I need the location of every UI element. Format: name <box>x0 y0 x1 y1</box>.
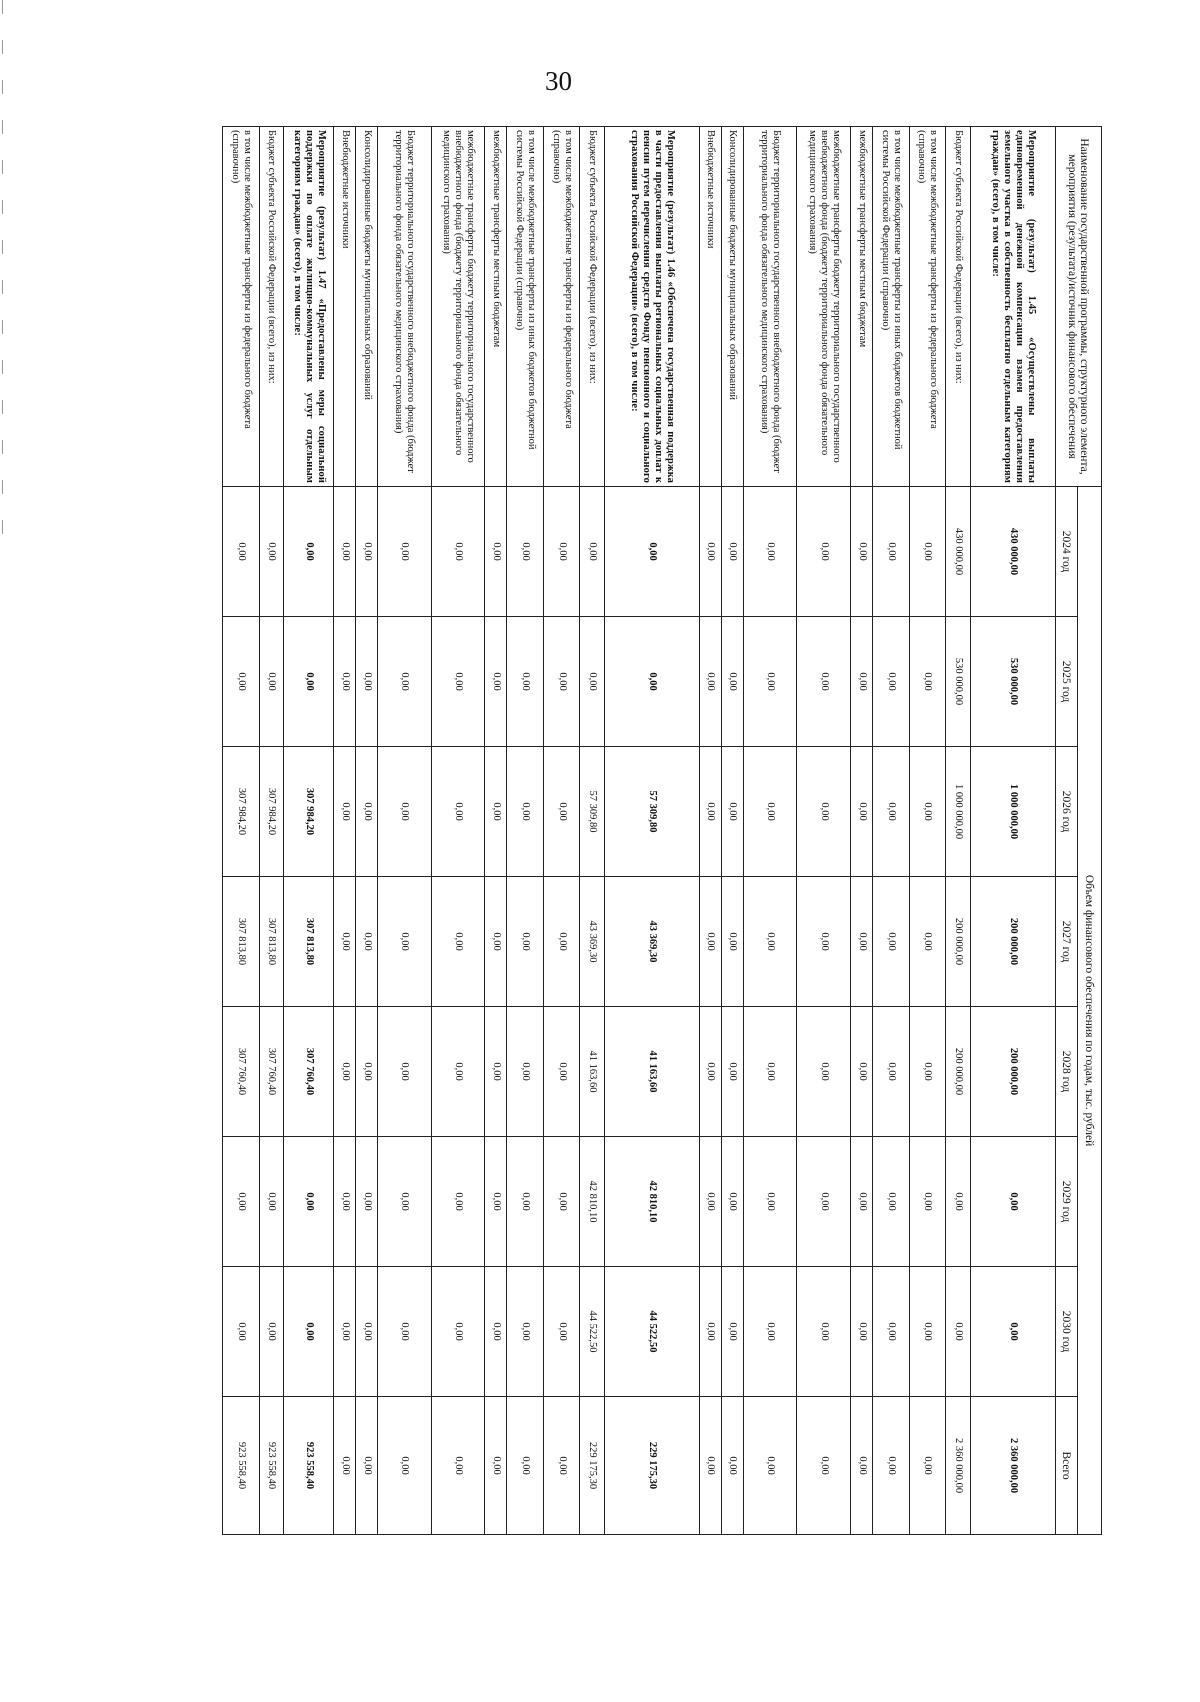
cell-value: 200 000,00 <box>946 877 970 1007</box>
cell-value: 0,00 <box>580 487 604 617</box>
cell-value: 0,00 <box>507 1007 544 1137</box>
cell-value: 0,00 <box>851 487 873 617</box>
cell-value: 0,00 <box>543 1397 580 1535</box>
cell-value: 0,00 <box>909 1267 946 1397</box>
table-row <box>873 127 910 1535</box>
cell-value: 0,00 <box>356 1007 378 1137</box>
cell-value: 0,00 <box>377 487 431 617</box>
cell-value: 0,00 <box>334 877 356 1007</box>
header-row-group <box>1078 127 1102 1535</box>
scan-edge-mark <box>2 0 3 560</box>
cell-value: 0,00 <box>743 877 797 1007</box>
page-number: 30 <box>545 66 572 96</box>
cell-value: 44 522,50 <box>580 1267 604 1397</box>
cell-value: 0,00 <box>543 1137 580 1267</box>
cell-value: 0,00 <box>334 487 356 617</box>
cell-value: 307 813,80 <box>223 877 260 1007</box>
cell-value: 0,00 <box>873 1397 910 1535</box>
cell-value: 1 000 000,00 <box>946 747 970 877</box>
cell-value: 0,00 <box>334 1267 356 1397</box>
cell-value: 0,00 <box>797 1397 851 1535</box>
cell-value: 0,00 <box>507 1397 544 1535</box>
header-year: 2028 год <box>1056 1007 1078 1137</box>
cell-value: 0,00 <box>909 1397 946 1535</box>
row-label: межбюджетные трансферты бюджету территориального государственного внебюджетного фонда (бюджету территориального фонда обязательного медицинского страхования) <box>797 127 851 487</box>
cell-value: 0,00 <box>543 1267 580 1397</box>
header-year: 2030 год <box>1056 1267 1078 1397</box>
cell-value: 0,00 <box>507 877 544 1007</box>
row-label: Бюджет субъекта Российской Федерации (всего), из них: <box>580 127 604 487</box>
cell-value: 0,00 <box>431 747 485 877</box>
cell-value: 0,00 <box>377 877 431 1007</box>
cell-value: 0,00 <box>743 617 797 747</box>
cell-value: 0,00 <box>721 1137 743 1267</box>
cell-value: 0,00 <box>377 1397 431 1535</box>
cell-value: 0,00 <box>259 617 283 747</box>
cell-value: 0,00 <box>743 487 797 617</box>
table-row <box>223 127 260 1535</box>
cell-value: 0,00 <box>356 1397 378 1535</box>
table-row <box>909 127 946 1535</box>
row-label: Бюджет субъекта Российской Федерации (всего), из них: <box>259 127 283 487</box>
cell-value: 0,00 <box>909 747 946 877</box>
cell-value: 0,00 <box>377 1267 431 1397</box>
cell-value: 0,00 <box>873 877 910 1007</box>
cell-value: 1 000 000,00 <box>970 747 1055 877</box>
cell-value: 0,00 <box>259 1267 283 1397</box>
cell-value: 0,00 <box>223 1137 260 1267</box>
cell-value: 0,00 <box>507 487 544 617</box>
row-label: Консолидированные бюджеты муниципальных образований <box>356 127 378 487</box>
cell-value: 0,00 <box>543 487 580 617</box>
table-row <box>970 127 1055 1535</box>
row-label: Внебюджетные источники <box>334 127 356 487</box>
table-row <box>604 127 699 1535</box>
cell-value: 0,00 <box>356 877 378 1007</box>
header-left: Наименование государственной программы, структурного элемента, мероприятия (результата)/источник финансового обеспечения <box>1056 127 1102 487</box>
cell-value: 0,00 <box>873 1267 910 1397</box>
row-label: Бюджет территориального государственного внебюджетного фонда (бюджет территориального фонда обязательного медицинского страхования) <box>377 127 431 487</box>
cell-value: 0,00 <box>909 1137 946 1267</box>
cell-value: 0,00 <box>873 1007 910 1137</box>
cell-value: 0,00 <box>431 487 485 617</box>
cell-value: 44 522,50 <box>604 1267 699 1397</box>
cell-value: 0,00 <box>946 1267 970 1397</box>
header-year: 2024 год <box>1056 487 1078 617</box>
cell-value: 0,00 <box>431 877 485 1007</box>
cell-value: 0,00 <box>334 747 356 877</box>
header-year: 2027 год <box>1056 877 1078 1007</box>
table-row <box>284 127 334 1535</box>
cell-value: 0,00 <box>909 617 946 747</box>
cell-value: 0,00 <box>909 1007 946 1137</box>
header-group: Объем финансового обеспечения по годам, тыс. рублей <box>1078 487 1102 1535</box>
cell-value: 0,00 <box>970 1137 1055 1267</box>
cell-value: 0,00 <box>797 617 851 747</box>
table-row <box>946 127 970 1535</box>
table-row <box>580 127 604 1535</box>
cell-value: 0,00 <box>699 1267 721 1397</box>
cell-value: 0,00 <box>873 617 910 747</box>
cell-value: 307 760,40 <box>284 1007 334 1137</box>
cell-value: 0,00 <box>909 877 946 1007</box>
cell-value: 0,00 <box>356 747 378 877</box>
cell-value: 200 000,00 <box>946 1007 970 1137</box>
cell-value: 0,00 <box>485 617 507 747</box>
financing-table-container <box>222 126 1102 1534</box>
cell-value: 0,00 <box>699 1137 721 1267</box>
row-label: межбюджетные трансферты местным бюджетам <box>851 127 873 487</box>
cell-value: 0,00 <box>743 1007 797 1137</box>
cell-value: 0,00 <box>743 1137 797 1267</box>
cell-value: 0,00 <box>223 487 260 617</box>
header-year: 2025 год <box>1056 617 1078 747</box>
table-row <box>743 127 797 1535</box>
cell-value: 229 175,30 <box>580 1397 604 1535</box>
cell-value: 0,00 <box>873 1137 910 1267</box>
row-label: Мероприятие (результат) 1.47 «Предоставлены меры социальной поддержки по оплате жилищно-коммунальных услуг отдельным категориям граждан» (всего), в том числе: <box>284 127 334 487</box>
cell-value: 0,00 <box>377 617 431 747</box>
row-label: Бюджет территориального государственного внебюджетного фонда (бюджет территориального фонда обязательного медицинского страхования) <box>743 127 797 487</box>
cell-value: 0,00 <box>721 877 743 1007</box>
cell-value: 0,00 <box>284 1137 334 1267</box>
cell-value: 0,00 <box>284 487 334 617</box>
table-row <box>721 127 743 1535</box>
cell-value: 0,00 <box>485 1397 507 1535</box>
header-year: 2029 год <box>1056 1137 1078 1267</box>
row-label: межбюджетные трансферты местным бюджетам <box>485 127 507 487</box>
header-year: Всего <box>1056 1397 1078 1535</box>
cell-value: 0,00 <box>431 617 485 747</box>
cell-value: 2 360 000,00 <box>946 1397 970 1535</box>
cell-value: 200 000,00 <box>970 1007 1055 1137</box>
cell-value: 430 000,00 <box>970 487 1055 617</box>
cell-value: 0,00 <box>485 1007 507 1137</box>
cell-value: 0,00 <box>699 617 721 747</box>
cell-value: 0,00 <box>909 487 946 617</box>
cell-value: 0,00 <box>543 877 580 1007</box>
cell-value: 2 360 000,00 <box>970 1397 1055 1535</box>
cell-value: 0,00 <box>699 747 721 877</box>
cell-value: 0,00 <box>721 1397 743 1535</box>
cell-value: 0,00 <box>721 1007 743 1137</box>
cell-value: 0,00 <box>543 617 580 747</box>
cell-value: 0,00 <box>721 617 743 747</box>
row-label: Мероприятие (результат) 1.46 «Обеспечена государственная поддержка в части предоставления выплаты региональных социальных доплат к пенсии путем перечисления средств Фонду пенсионного и социального страхования Российской Федерации» (всего), в том числе: <box>604 127 699 487</box>
cell-value: 0,00 <box>743 747 797 877</box>
cell-value: 307 984,20 <box>284 747 334 877</box>
cell-value: 0,00 <box>377 1007 431 1137</box>
cell-value: 0,00 <box>851 1137 873 1267</box>
cell-value: 0,00 <box>507 617 544 747</box>
cell-value: 43 369,30 <box>580 877 604 1007</box>
row-label: Внебюджетные источники <box>699 127 721 487</box>
cell-value: 307 984,20 <box>223 747 260 877</box>
cell-value: 923 558,40 <box>284 1397 334 1535</box>
table-row <box>851 127 873 1535</box>
cell-value: 0,00 <box>543 1007 580 1137</box>
cell-value: 0,00 <box>485 877 507 1007</box>
cell-value: 0,00 <box>851 1267 873 1397</box>
cell-value: 0,00 <box>377 1137 431 1267</box>
cell-value: 0,00 <box>970 1267 1055 1397</box>
cell-value: 0,00 <box>334 1137 356 1267</box>
financing-table <box>222 126 1102 1535</box>
cell-value: 0,00 <box>356 1267 378 1397</box>
table-row <box>377 127 431 1535</box>
cell-value: 0,00 <box>259 1137 283 1267</box>
cell-value: 0,00 <box>507 747 544 877</box>
cell-value: 0,00 <box>743 1267 797 1397</box>
table-row <box>797 127 851 1535</box>
cell-value: 57 309,80 <box>604 747 699 877</box>
table-row <box>485 127 507 1535</box>
cell-value: 0,00 <box>223 1267 260 1397</box>
cell-value: 0,00 <box>507 1137 544 1267</box>
cell-value: 0,00 <box>580 617 604 747</box>
cell-value: 0,00 <box>334 1007 356 1137</box>
cell-value: 0,00 <box>699 1397 721 1535</box>
cell-value: 0,00 <box>721 1267 743 1397</box>
cell-value: 42 810,10 <box>604 1137 699 1267</box>
table-row <box>259 127 283 1535</box>
table-row <box>507 127 544 1535</box>
cell-value: 530 000,00 <box>946 617 970 747</box>
cell-value: 200 000,00 <box>970 877 1055 1007</box>
cell-value: 307 813,80 <box>284 877 334 1007</box>
table-body <box>223 127 1056 1535</box>
table-row <box>543 127 580 1535</box>
cell-value: 0,00 <box>851 877 873 1007</box>
cell-value: 0,00 <box>356 1137 378 1267</box>
row-label: в том числе межбюджетные трансферты из иных бюджетов бюджетной системы Российской Федерации (справочно) <box>873 127 910 487</box>
cell-value: 0,00 <box>797 747 851 877</box>
row-label: межбюджетные трансферты бюджету территориального государственного внебюджетного фонда (бюджету территориального фонда обязательного медицинского страхования) <box>431 127 485 487</box>
cell-value: 307 984,20 <box>259 747 283 877</box>
header-year: 2026 год <box>1056 747 1078 877</box>
cell-value: 0,00 <box>485 1267 507 1397</box>
cell-value: 0,00 <box>699 877 721 1007</box>
cell-value: 530 000,00 <box>970 617 1055 747</box>
cell-value: 0,00 <box>851 1397 873 1535</box>
cell-value: 0,00 <box>851 617 873 747</box>
cell-value: 41 163,60 <box>580 1007 604 1137</box>
cell-value: 57 309,80 <box>580 747 604 877</box>
row-label: Консолидированные бюджеты муниципальных образований <box>721 127 743 487</box>
cell-value: 0,00 <box>743 1397 797 1535</box>
row-label: в том числе межбюджетные трансферты из иных бюджетов бюджетной системы Российской Федерации (справочно) <box>507 127 544 487</box>
cell-value: 307 760,40 <box>223 1007 260 1137</box>
cell-value: 0,00 <box>946 1137 970 1267</box>
cell-value: 0,00 <box>797 877 851 1007</box>
cell-value: 0,00 <box>284 617 334 747</box>
cell-value: 0,00 <box>851 1007 873 1137</box>
cell-value: 430 000,00 <box>946 487 970 617</box>
cell-value: 923 558,40 <box>259 1397 283 1535</box>
row-label: в том числе межбюджетные трансферты из федерального бюджета (справочно) <box>909 127 946 487</box>
cell-value: 0,00 <box>377 747 431 877</box>
row-label: в том числе межбюджетные трансферты из федерального бюджета (справочно) <box>223 127 260 487</box>
cell-value: 0,00 <box>284 1267 334 1397</box>
cell-value: 0,00 <box>721 487 743 617</box>
cell-value: 0,00 <box>356 487 378 617</box>
cell-value: 0,00 <box>604 487 699 617</box>
row-label: Бюджет субъекта Российской Федерации (всего), из них: <box>946 127 970 487</box>
cell-value: 0,00 <box>699 487 721 617</box>
cell-value: 0,00 <box>356 617 378 747</box>
cell-value: 0,00 <box>873 487 910 617</box>
cell-value: 0,00 <box>699 1007 721 1137</box>
cell-value: 0,00 <box>797 1137 851 1267</box>
cell-value: 0,00 <box>334 1397 356 1535</box>
cell-value: 0,00 <box>543 747 580 877</box>
cell-value: 0,00 <box>485 1137 507 1267</box>
cell-value: 42 810,10 <box>580 1137 604 1267</box>
row-label: в том числе межбюджетные трансферты из федерального бюджета (справочно) <box>543 127 580 487</box>
cell-value: 0,00 <box>485 487 507 617</box>
cell-value: 0,00 <box>334 617 356 747</box>
row-label: Мероприятие (результат) 1.45 «Осуществлены выплаты единовременной денежной компенсации взамен предоставления земельного участка в собственность бесплатно отдельным категориям граждан» (всего), в том числе: <box>970 127 1055 487</box>
cell-value: 0,00 <box>431 1267 485 1397</box>
table-row <box>431 127 485 1535</box>
table-row <box>356 127 378 1535</box>
cell-value: 229 175,30 <box>604 1397 699 1535</box>
cell-value: 0,00 <box>431 1397 485 1535</box>
cell-value: 0,00 <box>851 747 873 877</box>
table-row <box>334 127 356 1535</box>
cell-value: 0,00 <box>223 617 260 747</box>
table-row <box>699 127 721 1535</box>
cell-value: 0,00 <box>873 747 910 877</box>
cell-value: 0,00 <box>485 747 507 877</box>
cell-value: 0,00 <box>259 487 283 617</box>
cell-value: 0,00 <box>507 1267 544 1397</box>
cell-value: 923 558,40 <box>223 1397 260 1535</box>
cell-value: 0,00 <box>721 747 743 877</box>
cell-value: 0,00 <box>604 617 699 747</box>
cell-value: 41 163,60 <box>604 1007 699 1137</box>
cell-value: 0,00 <box>797 1267 851 1397</box>
cell-value: 307 813,80 <box>259 877 283 1007</box>
cell-value: 0,00 <box>797 1007 851 1137</box>
cell-value: 0,00 <box>431 1007 485 1137</box>
cell-value: 43 369,30 <box>604 877 699 1007</box>
cell-value: 307 760,40 <box>259 1007 283 1137</box>
cell-value: 0,00 <box>797 487 851 617</box>
cell-value: 0,00 <box>431 1137 485 1267</box>
